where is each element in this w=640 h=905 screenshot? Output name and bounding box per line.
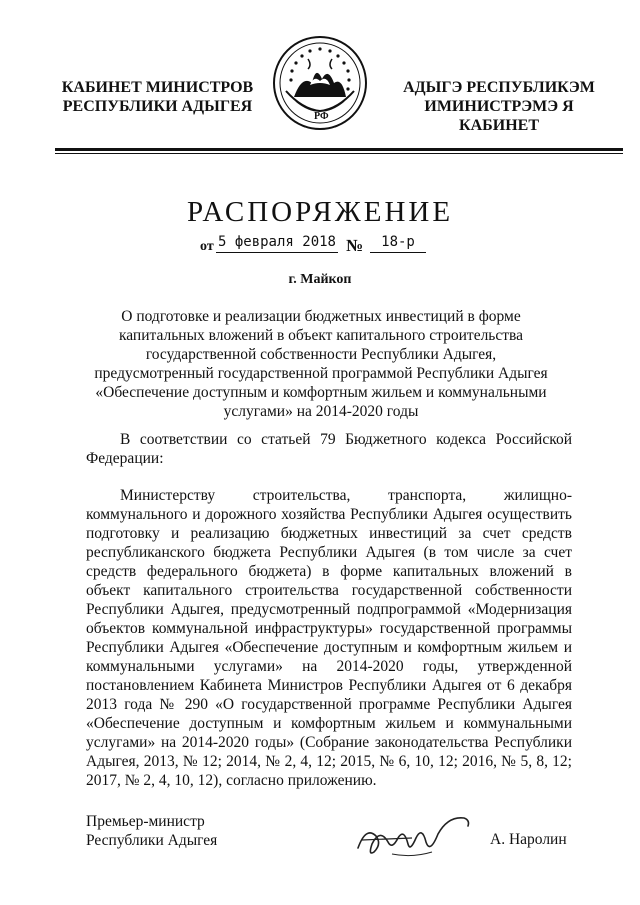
signatory-title-line2: Республики Адыгея xyxy=(86,832,218,849)
header-right xyxy=(384,78,614,135)
header-left-line2: РЕСПУБЛИКИ АДЫГЕЯ xyxy=(62,98,253,115)
document-subject: О подготовке и реализации бюджетных инвестиций в форме капитальных вложений в объект капитального строительства государственной собственности Республики Адыгея, предусмотренный государственной программой Республики Адыгея «Обеспечение доступным и комфортным жильем и коммунальными услугами» на 2014-2020 годы xyxy=(94,308,548,420)
emblem-text: РФ xyxy=(314,111,329,122)
handwritten-signature-icon xyxy=(352,808,474,860)
header-right-line2: ИМИНИСТРЭМЭ Я КАБИНЕТ xyxy=(424,98,574,134)
document-title: РАСПОРЯЖЕНИЕ xyxy=(186,196,454,228)
header-left xyxy=(55,78,260,116)
paragraph-order: Министерству строительства, транспорта, жилищно-коммунального и дорожного хозяйства Республики Адыгея осуществить подготовку и реализацию бюджетных инвестиций за счет средств республиканского бюджета Республики Адыгея (в том числе за счет средств федерального бюджета) в форме капитальных вложений в объект капитального строительства государственной собственности Республики Адыгея, предусмотренный подпрограммой «Модернизация объектов коммунальной инфраструктуры» государственной программы Республики Адыгея «Обеспечение доступным и комфортным жильем и коммунальными услугами» на 2014-2020 годы, утвержденной постановлением Кабинета Министров Республики Адыгея от 6 декабря 2013 года № 290 «О государственной программе Республики Адыгея «Обеспечение доступным и комфортным жильем и коммунальными услугами» на 2014-2020 годы» (Собрание законодательства Республики Адыгея, 2013, № 12; 2014, № 2, 4, 12; 2015, № 6, 10, 12; 2016, № 5, 8, 12; 2017, № 2, 4, 10, 12), согласно приложению. xyxy=(86,487,572,789)
signatory-title xyxy=(86,812,217,850)
document-date: 5 февраля 2018 xyxy=(216,234,338,253)
header-left-line1: КАБИНЕТ МИНИСТРОВ xyxy=(61,79,254,96)
paragraph-basis: В соответствии со статьей 79 Бюджетного кодекса Российской Федерации: xyxy=(86,431,572,467)
date-prefix: от xyxy=(200,239,214,254)
signatory-name: А. Наролин xyxy=(490,831,567,848)
header-rule-thin xyxy=(55,153,623,154)
document-number: 18-р xyxy=(370,234,426,253)
document-meta xyxy=(0,234,640,258)
adygea-coat-of-arms-icon xyxy=(272,35,368,131)
header-rule-thick xyxy=(55,148,623,151)
header-right-line1: АДЫГЭ РЕСПУБЛИКЭМ xyxy=(403,79,595,96)
number-prefix: № xyxy=(346,236,364,255)
document-city: г. Майкоп xyxy=(288,272,352,287)
signatory-title-line1: Премьер-министр xyxy=(86,813,205,830)
